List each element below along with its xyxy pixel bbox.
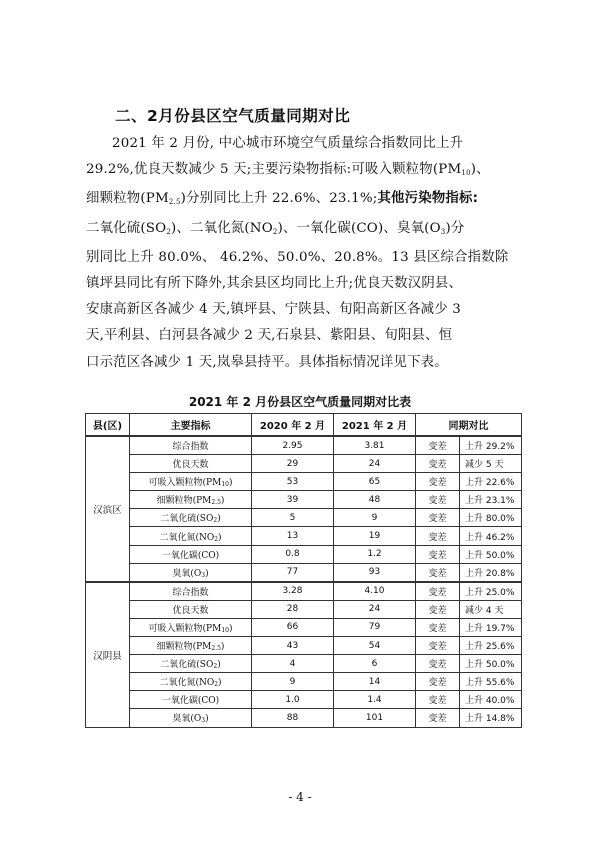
indicator-label: 一氧化碳(CO)	[161, 696, 220, 707]
status-cell: 变差	[416, 509, 460, 527]
value-2021-cell: 54	[334, 637, 416, 655]
change-cell: 上升 55.6%	[460, 673, 522, 691]
paragraph-text: 别同比上升 80.0%、 46.2%、50.0%、20.8%。13 县区综合指数除	[86, 249, 509, 265]
indicator-subscript: 2.5	[211, 645, 221, 653]
indicator-subscript: 2	[214, 535, 219, 543]
value-2020-cell: 66	[252, 618, 334, 636]
value-2021-cell: 6	[334, 655, 416, 673]
indicator-label: 细颗粒物(PM	[156, 642, 212, 653]
indicator-cell	[130, 582, 252, 601]
table-row	[86, 455, 522, 473]
change-cell: 上升 25.0%	[460, 582, 522, 601]
status-cell: 变差	[416, 655, 460, 673]
value-2020-cell: 13	[252, 527, 334, 545]
value-2020-cell: 53	[252, 473, 334, 491]
indicator-label: 一氧化碳(CO)	[161, 550, 220, 561]
section-heading: 二、2月份县区空气质量同期对比	[115, 107, 351, 125]
paragraph-text: 3	[440, 227, 446, 236]
table-row	[86, 509, 522, 527]
indicator-label: 优良天数	[172, 605, 209, 616]
change-cell: 上升 20.8%	[460, 563, 522, 582]
indicator-tail: )	[217, 514, 221, 525]
indicator-cell	[130, 600, 252, 618]
value-2021-cell: 48	[334, 491, 416, 509]
paragraph-text: )分	[445, 220, 465, 236]
table-header-row	[86, 414, 522, 437]
status-cell: 变差	[416, 473, 460, 491]
status-cell: 变差	[416, 563, 460, 582]
region-cell: 汉滨区	[86, 436, 130, 582]
indicator-label: 综合指数	[172, 442, 209, 453]
status-cell: 变差	[416, 618, 460, 636]
value-2020-cell: 43	[252, 637, 334, 655]
value-2020-cell: 29	[252, 455, 334, 473]
value-2020-cell: 2.95	[252, 436, 334, 455]
value-2020-cell: 39	[252, 491, 334, 509]
header-indicator: 主要指标	[130, 414, 252, 437]
status-cell: 变差	[416, 491, 460, 509]
paragraph-text: 2021 年 2 月份, 中心城市环境空气质量综合指数同比上升	[112, 136, 464, 151]
indicator-subscript: 2	[214, 681, 219, 689]
change-cell: 上升 29.2%	[460, 436, 522, 455]
value-2021-cell: 14	[334, 673, 416, 691]
indicator-tail: )	[220, 496, 225, 507]
indicator-cell	[130, 637, 252, 655]
indicator-tail: )	[217, 660, 221, 671]
indicator-subscript: 3	[201, 571, 206, 579]
value-2021-cell: 3.81	[334, 436, 416, 455]
indicator-label: 臭氧(O	[172, 714, 202, 725]
value-2021-cell: 19	[334, 527, 416, 545]
indicator-tail: )	[228, 478, 233, 489]
value-2020-cell: 3.28	[252, 582, 334, 601]
header-2021: 2021 年 2 月	[334, 414, 416, 437]
paragraph-line	[86, 350, 526, 376]
indicator-cell	[130, 563, 252, 582]
paragraph-line	[86, 186, 526, 215]
indicator-label: 细颗粒物(PM	[156, 496, 212, 507]
region-cell: 汉阴县	[86, 582, 130, 727]
status-cell: 变差	[416, 637, 460, 655]
value-2020-cell: 77	[252, 563, 334, 582]
change-cell: 上升 50.0%	[460, 655, 522, 673]
value-2021-cell: 24	[334, 455, 416, 473]
header-comparison: 同期对比	[416, 414, 522, 437]
paragraph-text: 10	[461, 169, 471, 178]
status-cell: 变差	[416, 600, 460, 618]
value-2021-cell: 1.2	[334, 545, 416, 563]
change-cell: 减少 5 天	[460, 455, 522, 473]
page-number: - 4 -	[288, 790, 312, 804]
table-row	[86, 673, 522, 691]
indicator-tail: )	[218, 678, 222, 689]
change-cell: 上升 19.7%	[460, 618, 522, 636]
body-paragraph	[86, 131, 526, 376]
change-cell: 上升 40.0%	[460, 691, 522, 709]
table-row	[86, 527, 522, 545]
table-row	[86, 637, 522, 655]
status-cell: 变差	[416, 691, 460, 709]
value-2021-cell: 79	[334, 618, 416, 636]
indicator-tail: )	[220, 642, 225, 653]
change-cell: 上升 22.6%	[460, 473, 522, 491]
status-cell: 变差	[416, 673, 460, 691]
value-2021-cell: 24	[334, 600, 416, 618]
value-2020-cell: 5	[252, 509, 334, 527]
paragraph-text: )、	[470, 162, 490, 178]
paragraph-text: 安康高新区各减少 4 天,镇坪县、宁陕县、旬阳高新区各减少 3	[86, 302, 462, 318]
indicator-cell	[130, 655, 252, 673]
indicator-tail: )	[205, 568, 209, 579]
indicator-subscript: 2	[213, 663, 218, 671]
paragraph-text: 二氧化硫(SO	[86, 220, 167, 236]
value-2020-cell: 88	[252, 709, 334, 727]
air-quality-table	[85, 413, 522, 728]
indicator-label: 二氧化氮(NO	[159, 678, 215, 689]
paragraph-line	[86, 216, 526, 245]
indicator-cell	[130, 509, 252, 527]
indicator-label: 二氧化硫(SO	[160, 660, 214, 671]
paragraph-text: 2	[272, 227, 278, 236]
table-row	[86, 473, 522, 491]
indicator-subscript: 10	[221, 626, 229, 634]
status-cell: 变差	[416, 436, 460, 455]
change-cell: 上升 80.0%	[460, 509, 522, 527]
value-2021-cell: 93	[334, 563, 416, 582]
paragraph-text: 2	[166, 227, 171, 236]
value-2020-cell: 0.8	[252, 545, 334, 563]
paragraph-text: 口示范区各减少 1 天,岚皋县持平。具体指标情况详见下表。	[86, 354, 448, 370]
change-cell: 上升 23.1%	[460, 491, 522, 509]
change-cell: 上升 50.0%	[460, 545, 522, 563]
status-cell: 变差	[416, 455, 460, 473]
paragraph-text: 2.5	[168, 198, 181, 207]
table-row	[86, 709, 522, 727]
indicator-label: 综合指数	[172, 587, 209, 598]
paragraph-line	[86, 131, 526, 157]
value-2020-cell: 1.0	[252, 691, 334, 709]
indicator-tail: )	[228, 623, 233, 634]
table-row	[86, 600, 522, 618]
indicator-cell	[130, 436, 252, 455]
paragraph-line	[86, 297, 526, 323]
value-2021-cell: 101	[334, 709, 416, 727]
paragraph-text: 镇坪县同比有所下降外,其余县区均同比上升;优良天数汉阴县、	[86, 276, 463, 292]
indicator-cell	[130, 618, 252, 636]
paragraph-text: )分别同比上升 22.6%、23.1%;	[180, 191, 378, 207]
paragraph-line	[86, 323, 526, 349]
indicator-subscript: 2.5	[211, 499, 221, 507]
indicator-label: 优良天数	[172, 460, 209, 471]
indicator-subscript: 2	[213, 517, 218, 525]
indicator-label: 可吸入颗粒物(PM	[148, 623, 222, 634]
indicator-cell	[130, 545, 252, 563]
change-cell: 减少 4 天	[460, 600, 522, 618]
paragraph-text: 29.2%,优良天数减少 5 天;主要污染物指标:可吸入颗粒物(PM	[86, 162, 462, 178]
indicator-label: 臭氧(O	[172, 568, 202, 579]
value-2020-cell: 9	[252, 673, 334, 691]
indicator-cell	[130, 491, 252, 509]
paragraph-line	[86, 271, 526, 297]
indicator-cell	[130, 527, 252, 545]
change-cell: 上升 25.6%	[460, 637, 522, 655]
status-cell: 变差	[416, 709, 460, 727]
indicator-cell	[130, 455, 252, 473]
paragraph-line	[86, 157, 526, 186]
indicator-tail: )	[218, 532, 222, 543]
status-cell: 变差	[416, 545, 460, 563]
table-title: 2021 年 2 月份县区空气质量同期对比表	[188, 395, 412, 409]
paragraph-text: 天,平利县、白河县各减少 2 天,石泉县、紫阳县、旬阳县、恒	[86, 328, 453, 344]
paragraph-line	[86, 245, 526, 271]
header-region: 县(区)	[86, 414, 130, 437]
indicator-label: 二氧化氮(NO	[159, 532, 215, 543]
paragraph-text: 细颗粒物(PM	[86, 191, 169, 207]
indicator-label: 可吸入颗粒物(PM	[148, 478, 222, 489]
status-cell: 变差	[416, 527, 460, 545]
indicator-cell	[130, 691, 252, 709]
paragraph-text: )、一氧化碳(CO)、臭氧(O	[277, 220, 441, 236]
table-row	[86, 655, 522, 673]
value-2021-cell: 65	[334, 473, 416, 491]
value-2021-cell: 4.10	[334, 582, 416, 601]
table-row	[86, 545, 522, 563]
value-2020-cell: 28	[252, 600, 334, 618]
value-2021-cell: 1.4	[334, 691, 416, 709]
table-row	[86, 436, 522, 455]
value-2021-cell: 9	[334, 509, 416, 527]
indicator-cell	[130, 709, 252, 727]
status-cell: 变差	[416, 582, 460, 601]
table-row	[86, 691, 522, 709]
header-2020: 2020 年 2 月	[252, 414, 334, 437]
indicator-tail: )	[205, 714, 209, 725]
change-cell: 上升 14.8%	[460, 709, 522, 727]
paragraph-text: 其他污染物指标:	[377, 191, 479, 207]
indicator-label: 二氧化硫(SO	[160, 514, 214, 525]
indicator-cell	[130, 473, 252, 491]
table-row	[86, 618, 522, 636]
change-cell: 上升 46.2%	[460, 527, 522, 545]
table-row	[86, 563, 522, 582]
table-row	[86, 582, 522, 601]
indicator-cell	[130, 673, 252, 691]
value-2020-cell: 4	[252, 655, 334, 673]
paragraph-text: )、二氧化氮(NO	[171, 220, 273, 236]
table-row	[86, 491, 522, 509]
indicator-subscript: 3	[201, 717, 206, 725]
indicator-subscript: 10	[221, 481, 229, 489]
